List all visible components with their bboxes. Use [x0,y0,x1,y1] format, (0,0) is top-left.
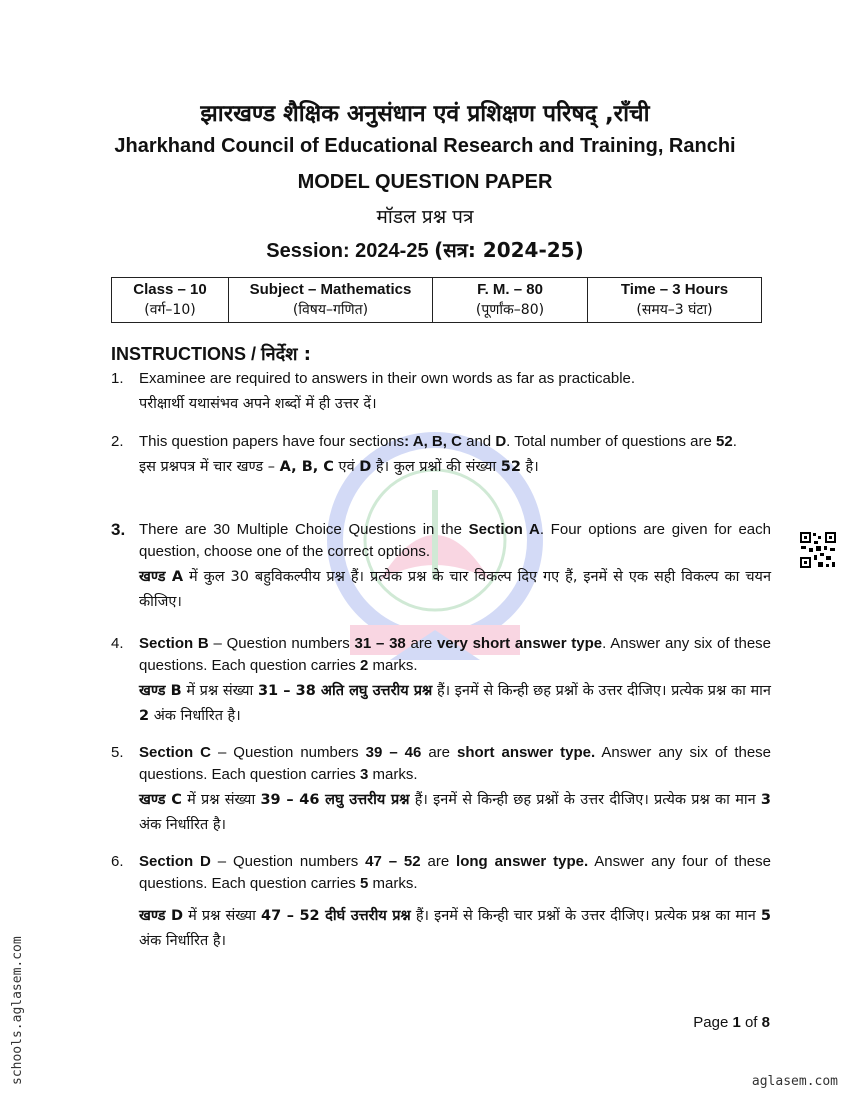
instruction-text-en: Section B – Question numbers 31 – 38 are very short answer type. Answer any six of these questions. Each question carries 2 marks. [139,635,771,674]
instruction-text-hi: खण्ड B में प्रश्न संख्या 31 – 38 अति लघु उत्तरीय प्रश्न हैं। इनमें से किन्ही छह प्रश्नों के उत्तर दीजिए। प्रत्येक प्रश्न का मान 2 अंक निर्धारित है। [139,683,771,724]
subject-en: Subject – Mathematics [249,281,412,298]
council-name-hindi: झारखण्ड शैक्षिक अनुसंधान एवं प्रशिक्षण परिषद् ,राँची [200,101,650,127]
instruction-number: 4. [111,635,124,652]
instruction-number: 2. [111,433,124,450]
marks-cell [433,278,588,323]
instruction-text-en: This question papers have four sections: A, B, C and D. Total number of questions are 52. [139,433,737,450]
instruction-text-hi: इस प्रश्नपत्र में चार खण्ड – A, B, C एवं D है। कुल प्रश्नों की संख्या 52 है। [139,459,539,475]
instruction-5 [111,742,771,838]
paper-title: MODEL QUESTION PAPER [297,171,553,193]
instruction-text-hi: परीक्षार्थी यथासंभव अपने शब्दों में ही उत्तर दें। [139,396,377,412]
subject-hi: (विषय–गणित) [292,302,369,318]
class-en: Class – 10 [133,281,207,298]
instruction-number: 5. [111,744,124,761]
council-name-english: Jharkhand Council of Educational Research and Training, Ranchi [114,135,736,157]
time-cell [588,278,762,323]
session-line [0,236,850,263]
instruction-text-en: Section C – Question numbers 39 – 46 are short answer type. Answer any six of these questions. Each question carries 3 marks. [139,744,772,783]
subject-cell [229,278,433,323]
instruction-text-hi: खण्ड D में प्रश्न संख्या 47 – 52 दीर्घ उत्तरीय प्रश्न हैं। इनमें से किन्ही चार प्रश्नों के उत्तर दीजिए। प्रत्येक प्रश्न का मान 5 अंक निर्धारित है। [139,908,771,949]
instructions-title-en: INSTRUCTIONS / [111,344,262,364]
instructions-title-hi: निर्देश : [261,344,311,365]
instruction-6 [111,851,771,954]
instruction-2 [111,431,771,480]
page-number: Page 1 of 8 [693,1014,770,1031]
side-url-watermark: schools.aglasem.com [10,936,25,1085]
instruction-number: 1. [111,370,124,387]
qr-code-icon [799,531,837,569]
exam-info-table [111,277,762,323]
instructions-title [111,342,311,366]
time-hi: (समय–3 घंटा) [636,302,713,318]
session-label: Session: 2024-25 [266,240,429,262]
class-cell [112,278,229,323]
instruction-text-en: Examinee are required to answers in their own words as far as practicable. [139,370,636,387]
marks-hi: (पूर्णांक–80) [475,302,545,318]
instruction-number: 6. [111,853,124,870]
marks-en: F. M. – 80 [477,281,543,298]
instruction-text-hi: खण्ड A में कुल 30 बहुविकल्पीय प्रश्न हैं। प्रत्येक प्रश्न के चार विकल्प दिए गए हैं, इनमें से एक सही विकल्प का चयन कीजिए। [139,569,771,610]
instruction-text-en: Section D – Question numbers 47 – 52 are long answer type. Answer any four of these questions. Each question carries 5 marks. [139,853,771,892]
instruction-text-en: There are 30 Multiple Choice Questions in the Section A. Four options are given for each question, choose one of the correct options. [139,521,771,560]
instruction-3 [111,519,771,615]
session-hindi: (सत्र: 2024-25) [434,238,584,262]
class-hi: (वर्ग–10) [144,302,196,318]
instruction-number: 3. [111,520,126,539]
instruction-4 [111,633,771,729]
instruction-1 [111,368,771,417]
site-watermark: aglasem.com [751,1074,838,1089]
instruction-text-hi: खण्ड C में प्रश्न संख्या 39 – 46 लघु उत्तरीय प्रश्न हैं। इनमें से किन्ही छह प्रश्नों के उत्तर दीजिए। प्रत्येक प्रश्न का मान 3 अंक निर्धारित है। [139,792,772,833]
time-en: Time – 3 Hours [620,281,729,298]
table-row [112,278,762,323]
paper-title-hindi: मॉडल प्रश्न पत्र [376,206,474,228]
